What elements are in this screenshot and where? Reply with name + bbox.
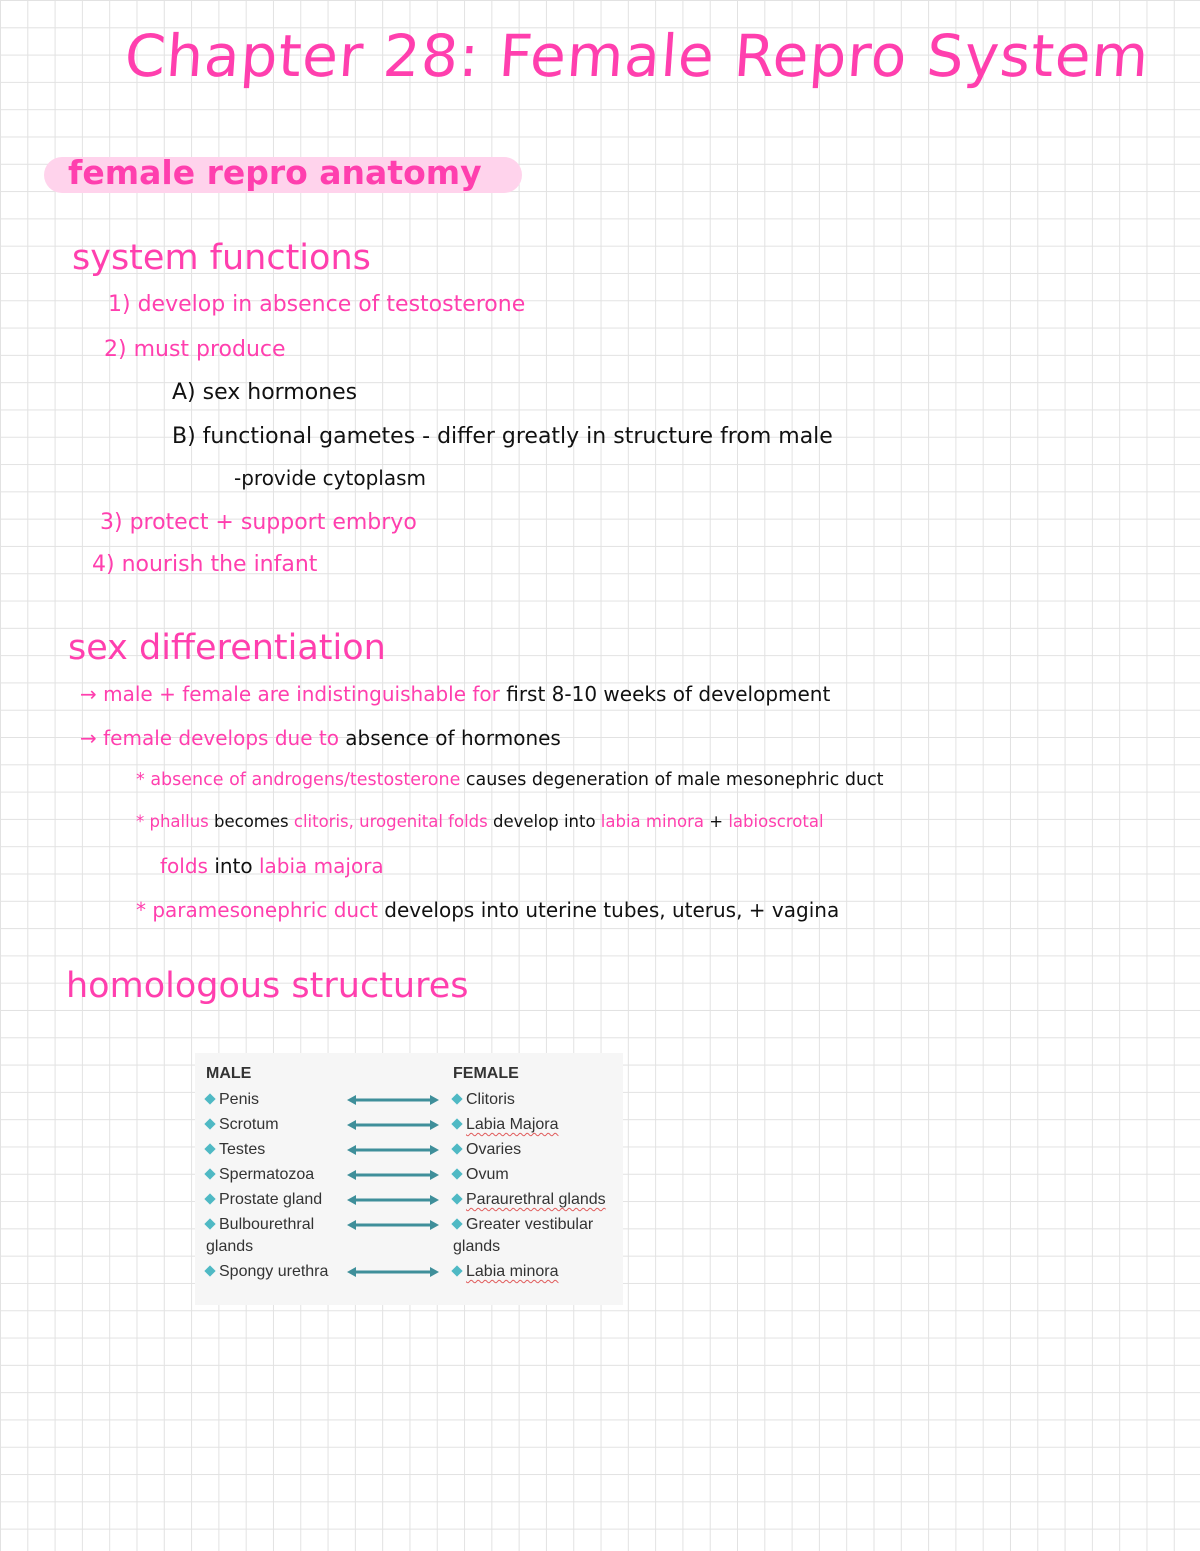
diff-line-5 (160, 854, 384, 878)
function-item-2b-sub: -provide cytoplasm (234, 466, 427, 490)
section-heading-anatomy: female repro anatomy (68, 153, 482, 192)
female-item: Ovaries (453, 1139, 521, 1161)
male-item: Spongy urethra (206, 1261, 328, 1283)
diff-line-2 (80, 726, 561, 750)
diamond-bullet-icon (204, 1193, 215, 1204)
diamond-bullet-icon (204, 1143, 215, 1154)
diff-line-4-black-c: + (709, 812, 729, 831)
male-item: Testes (206, 1139, 265, 1161)
female-item: Greater vestibular glands (453, 1216, 594, 1255)
double-arrow-icon (347, 1266, 439, 1278)
diff-line-5-black-a: into (214, 854, 259, 878)
male-item: Penis (206, 1089, 259, 1111)
diff-line-4-pink-a: * phallus (136, 812, 215, 831)
diff-line-5-pink-b: labia majora (258, 854, 384, 878)
diff-line-4-pink-c: labia minora (600, 812, 710, 831)
diamond-bullet-icon (451, 1168, 462, 1179)
diff-line-4 (136, 812, 824, 831)
diamond-bullet-icon (451, 1143, 462, 1154)
diff-line-4-pink-d: labioscrotal (728, 812, 824, 831)
diamond-bullet-icon (451, 1093, 462, 1104)
female-item: Ovum (453, 1164, 509, 1186)
male-item: Scrotum (206, 1114, 279, 1136)
diff-line-1-pink: → male + female are indistinguishable for (80, 682, 507, 706)
diff-line-3-black: causes degeneration of male mesonephric duct (465, 770, 884, 790)
diamond-bullet-icon (204, 1168, 215, 1179)
female-item: Labia Majora (453, 1114, 559, 1136)
homologous-table (195, 1053, 623, 1305)
male-item: Prostate gland (206, 1189, 322, 1211)
double-arrow-icon (347, 1119, 439, 1131)
heading-sex-differentiation: sex differentiation (68, 628, 386, 668)
diff-line-6 (136, 898, 839, 922)
diff-line-4-black-a: becomes (214, 812, 294, 831)
function-item-1: 1) develop in absence of testosterone (108, 292, 526, 317)
diff-line-6-pink: * paramesonephric duct (136, 898, 385, 922)
male-item: Spermatozoa (206, 1164, 314, 1186)
double-arrow-icon (347, 1219, 439, 1231)
heading-system-functions: system functions (72, 238, 371, 278)
diamond-bullet-icon (451, 1265, 462, 1276)
double-arrow-icon (347, 1169, 439, 1181)
double-arrow-icon (347, 1144, 439, 1156)
diff-line-2-black: absence of hormones (345, 726, 561, 750)
diamond-bullet-icon (204, 1118, 215, 1129)
function-item-2: 2) must produce (104, 337, 286, 362)
diamond-bullet-icon (204, 1218, 215, 1229)
female-item: Labia minora (453, 1261, 559, 1283)
diff-line-6-black: develops into uterine tubes, uterus, + vagina (384, 898, 840, 922)
diff-line-3-pink: * absence of androgens/testosterone (136, 770, 466, 790)
diff-line-1 (80, 682, 830, 706)
diamond-bullet-icon (204, 1265, 215, 1276)
diff-line-1-black: first 8-10 weeks of development (506, 682, 831, 706)
diff-line-4-pink-b: clitoris, urogenital folds (293, 812, 493, 831)
double-arrow-icon (347, 1094, 439, 1106)
heading-homologous-structures: homologous structures (66, 966, 469, 1006)
diamond-bullet-icon (451, 1118, 462, 1129)
function-item-2a: A) sex hormones (172, 380, 358, 405)
function-item-3: 3) protect + support embryo (100, 510, 417, 535)
female-item: Paraurethral glands (453, 1189, 606, 1211)
diamond-bullet-icon (451, 1218, 462, 1229)
diff-line-2-pink: → female develops due to (80, 726, 346, 750)
page-title: Chapter 28: Female Repro System (122, 22, 1152, 90)
double-arrow-icon (347, 1194, 439, 1206)
female-column-header: FEMALE (453, 1065, 519, 1082)
diff-line-5-pink-a: folds (160, 854, 215, 878)
diamond-bullet-icon (451, 1193, 462, 1204)
function-item-2b: B) functional gametes - differ greatly in structure from male (172, 424, 833, 449)
male-column-header: MALE (206, 1065, 252, 1082)
diamond-bullet-icon (204, 1093, 215, 1104)
diff-line-4-black-b: develop into (493, 812, 601, 831)
function-item-4: 4) nourish the infant (92, 552, 318, 577)
female-item: Clitoris (453, 1089, 515, 1111)
male-item: Bulbourethral glands (206, 1216, 315, 1255)
diff-line-3 (136, 770, 884, 790)
